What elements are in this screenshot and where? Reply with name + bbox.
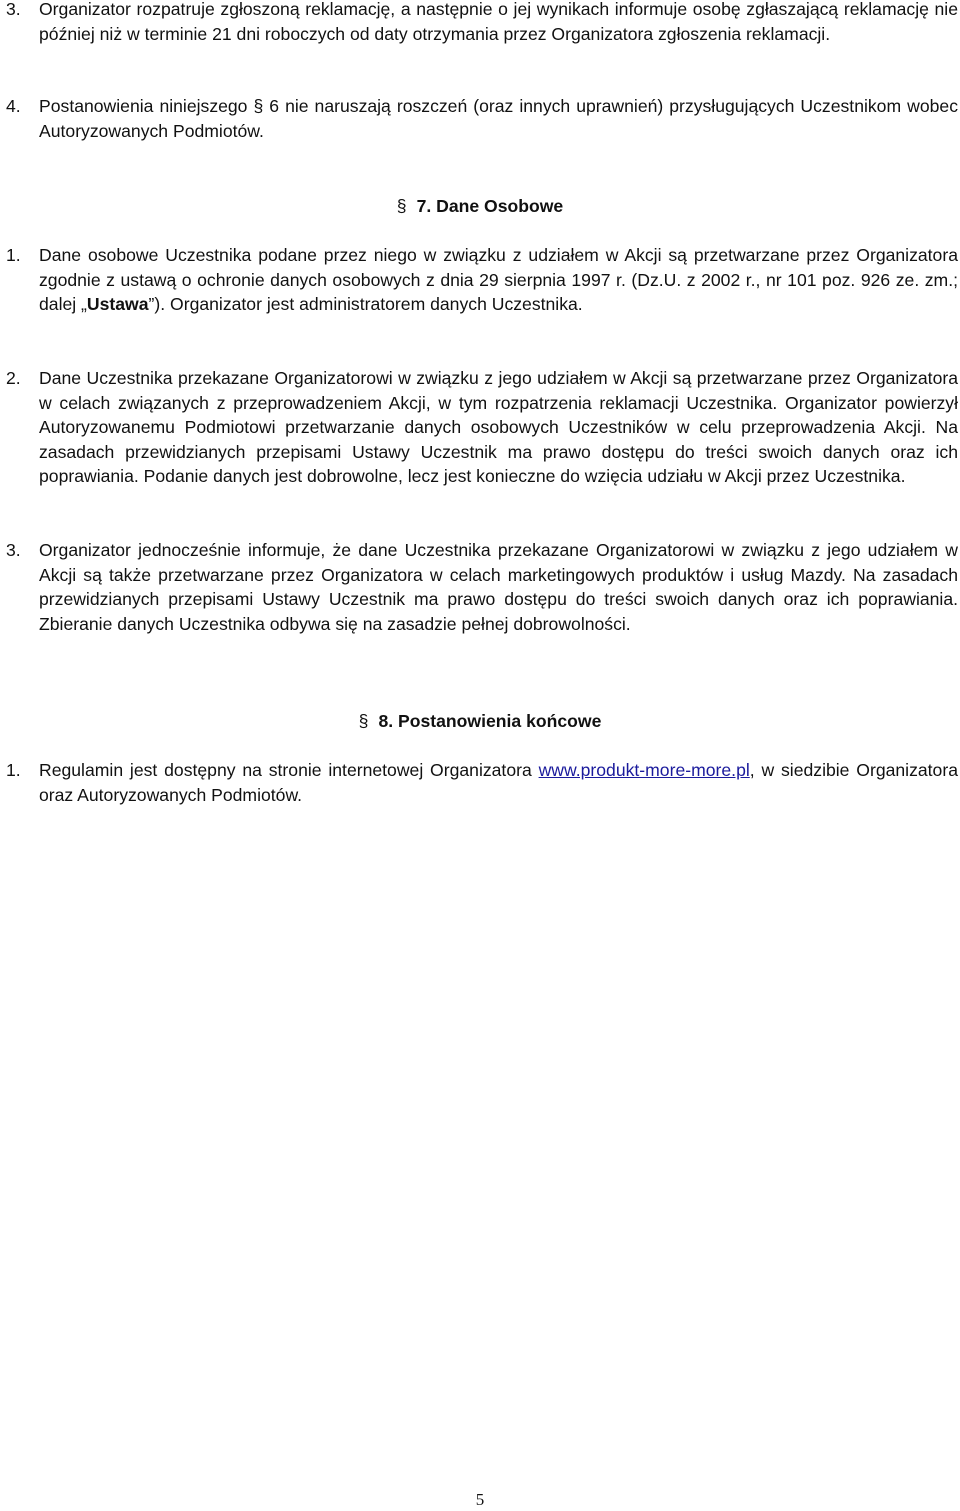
section-sign: §: [358, 711, 369, 731]
list-item: [6, 94, 958, 143]
website-link[interactable]: www.produkt-more-more.pl: [538, 760, 750, 780]
section-title: 7. Dane Osobowe: [416, 196, 564, 216]
item-number: 1.: [6, 760, 21, 780]
item-text: Dane osobowe Uczestnika podane przez niego w związku z udziałem w Akcji są przetwarzane przez Organizatora zgodnie z ustawą o ochronie danych osobowych z dnia 29 sierpnia 1997 r. (Dz.U. z 2002 r., nr 101 poz. 926 ze. zm.; dalej „Ustawa”). Organizator jest administratorem danych Uczestnika.: [39, 245, 958, 314]
section-title: 8. Postanowienia końcowe: [378, 711, 602, 731]
item-number: 3.: [6, 540, 21, 560]
defined-term: Ustawa: [86, 294, 149, 314]
list-item: [6, 538, 958, 636]
section-sign: §: [253, 96, 264, 116]
page-number: 5: [475, 1490, 485, 1509]
item-number: 2.: [6, 368, 21, 388]
list-item: [6, 366, 958, 489]
list-item: [6, 758, 958, 807]
item-text: Dane Uczestnika przekazane Organizatorowi w związku z jego udziałem w Akcji są przetwarzane przez Organizatora w celach związanych z przeprowadzeniem Akcji, w tym rozpatrzenia reklamacji Uczestnika. Organizator powierzył Autoryzowanemu Podmiotowi przetwarzanie danych osobowych Uczestników w celu przeprowadzenia Akcji. Na zasadach przewidzianych przepisami Ustawy Uczestnik ma prawo dostępu do treści swoich danych oraz ich poprawiania. Podanie danych jest dobrowolne, lecz jest konieczne do wzięcia udziału w Akcji przez Uczestnika.: [39, 368, 958, 486]
item-number: 4.: [6, 96, 21, 116]
item-text: Regulamin jest dostępny na stronie internetowej Organizatora www.produkt-more-more.pl, w siedzibie Organizatora oraz Autoryzowanych Podmiotów.: [39, 760, 958, 805]
list-item: [6, 0, 958, 46]
item-text: Postanowienia niniejszego § 6 nie naruszają roszczeń (oraz innych uprawnień) przysługujących Uczestnikom wobec Autoryzowanych Podmiotów.: [39, 96, 958, 141]
item-text: Organizator jednocześnie informuje, że dane Uczestnika przekazane Organizatorowi w związku z jego udziałem w Akcji są także przetwarzane przez Organizatora w celach marketingowych produktów i usług Mazdy. Na zasadach przewidzianych przepisami Ustawy Uczestnik ma prawo dostępu do treści swoich danych oraz ich poprawiania. Zbieranie danych Uczestnika odbywa się na zasadzie pełnej dobrowolności.: [39, 540, 958, 634]
section-heading: [0, 709, 960, 733]
item-number: 3.: [6, 0, 21, 19]
section-heading: [0, 194, 960, 218]
section-sign: §: [396, 196, 407, 216]
item-number: 1.: [6, 245, 21, 265]
item-text: Organizator rozpatruje zgłoszoną reklamację, a następnie o jej wynikach informuje osobę zgłaszającą reklamację nie później niż w terminie 21 dni roboczych od daty otrzymania przez Organizatora zgłoszenia reklamacji.: [39, 0, 958, 44]
list-item: [6, 243, 958, 317]
